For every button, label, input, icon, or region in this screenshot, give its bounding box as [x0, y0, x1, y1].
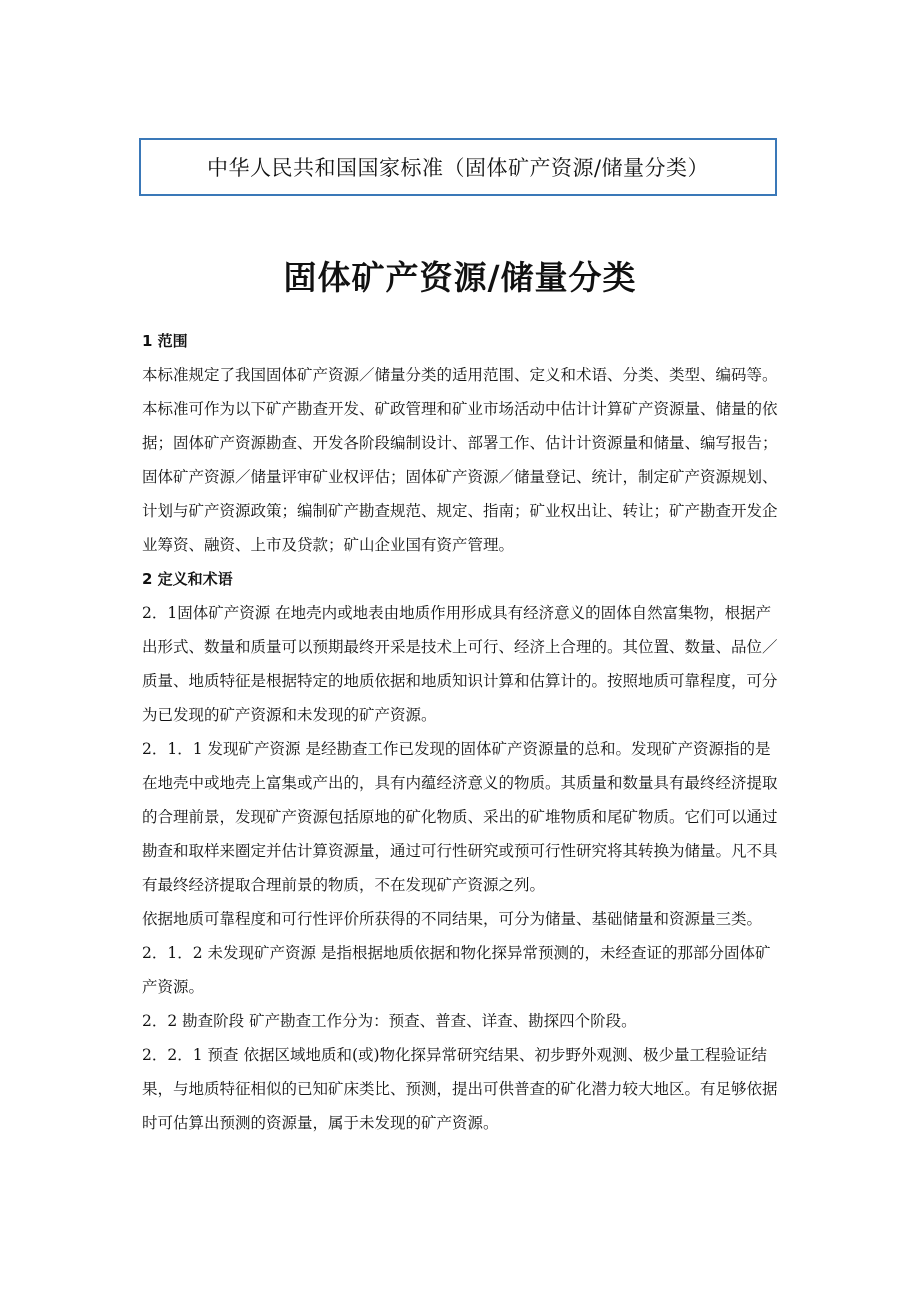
paragraph-2-2: 2．2 勘查阶段 矿产勘查工作分为：预查、普查、详查、勘探四个阶段。 — [142, 1012, 637, 1030]
paragraph-2-1-1: 2．1．1 发现矿产资源 是经勘查工作已发现的固体矿产资源量的总和。发现矿产资源指的是在地壳中或地壳上富集或产出的，具有内蕴经济意义的物质。其质量和数量具有最终经济提取的合理前景，发现矿产资源包括原地的矿化物质、采出的矿堆物质和尾矿物质。它们可以通过勘查和取样来圈定并估计算资源量，通过可行性研究或预可行性研究将其转换为储量。凡不具有最终经济提取合理前景的物质，不在发现矿产资源之列。 — [142, 740, 778, 894]
document-body — [142, 324, 784, 1140]
paragraph-2-1-2: 2．1．2 未发现矿产资源 是指根据地质依据和物化探异常预测的，未经查证的那部分固体矿产资源。 — [142, 944, 771, 996]
document-title: 固体矿产资源/储量分类 — [283, 258, 637, 297]
standard-header-text: 中华人民共和国国家标准（固体矿产资源/储量分类） — [206, 156, 710, 180]
paragraph-2-1-1-classes: 依据地质可靠程度和可行性评价所获得的不同结果，可分为储量、基础储量和资源量三类。 — [142, 910, 763, 928]
paragraph-scope-1: 本标准规定了我国固体矿产资源／储量分类的适用范围、定义和术语、分类、类型、编码等。 — [142, 366, 778, 384]
paragraph-2-2-1: 2．2．1 预查 依据区域地质和(或)物化探异常研究结果、初步野外观测、极少量工程验证结果，与地质特征相似的已知矿床类比、预测，提出可供普查的矿化潜力较大地区。有足够依据时可估算出预测的资源量，属于未发现的矿产资源。 — [142, 1046, 778, 1132]
paragraph-2-1: 2．1固体矿产资源 在地壳内或地表由地质作用形成具有经济意义的固体自然富集物，根据产出形式、数量和质量可以预期最终开采是技术上可行、经济上合理的。其位置、数量、品位／质量、地质特征是根据特定的地质依据和地质知识计算和估算计的。按照地质可靠程度，可分为已发现的矿产资源和未发现的矿产资源。 — [142, 604, 778, 724]
standard-header-box — [139, 138, 777, 196]
section-heading-scope: 1 范围 — [142, 332, 188, 350]
paragraph-scope-2: 本标准可作为以下矿产勘查开发、矿政管理和矿业市场活动中估计计算矿产资源量、储量的依据；固体矿产资源勘查、开发各阶段编制设计、部署工作、估计计资源量和储量、编写报告；固体矿产资源／储量评审矿业权评估；固体矿产资源／储量登记、统计，制定矿产资源规划、计划与矿产资源政策；编制矿产勘查规范、规定、指南；矿业权出让、转让；矿产勘查开发企业筹资、融资、上市及贷款；矿山企业国有资产管理。 — [142, 400, 778, 554]
section-heading-definitions: 2 定义和术语 — [142, 570, 233, 588]
